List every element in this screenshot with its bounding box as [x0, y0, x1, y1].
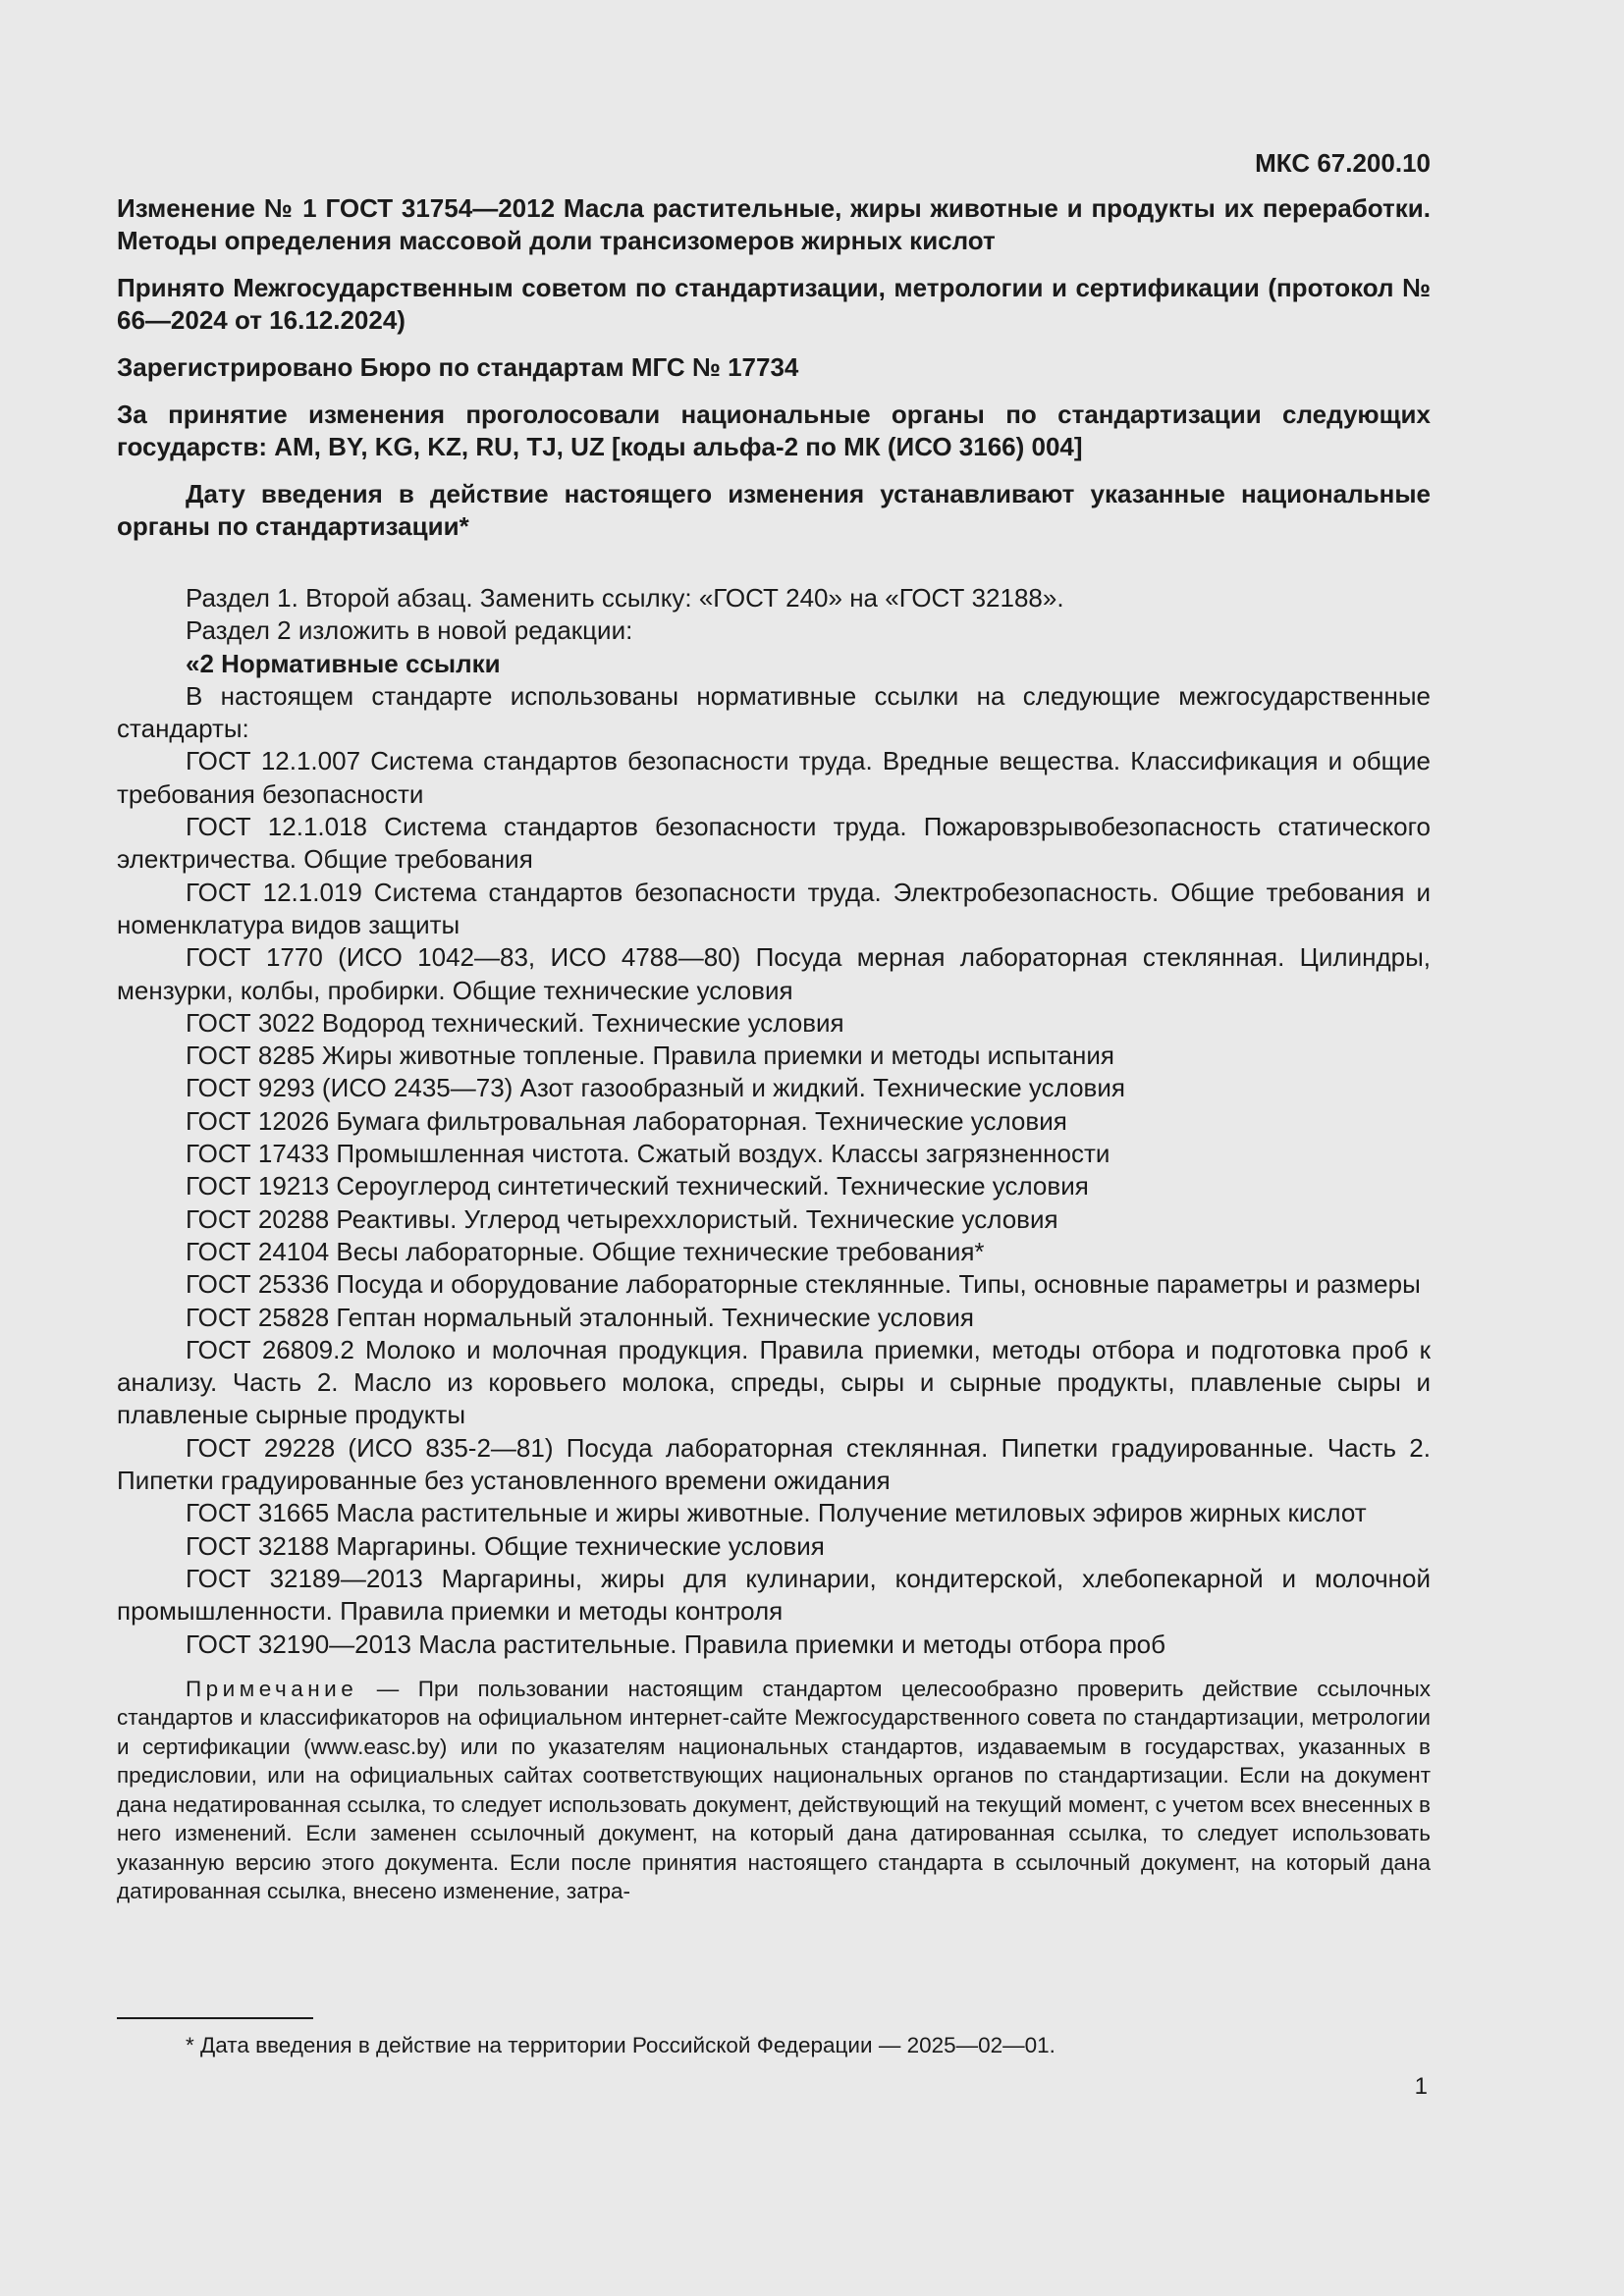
- effective-date-statement: Дату введения в действие настоящего изменения устанавливают указанные национальные органы по стандартизации*: [117, 479, 1431, 541]
- reference-item: ГОСТ 1770 (ИСО 1042—83, ИСО 4788—80) Посуда мерная лабораторная стеклянная. Цилиндры, мензурки, колбы, пробирки. Общие технические условия: [117, 942, 1431, 1005]
- note-paragraph: [117, 1675, 1431, 1906]
- reference-item: ГОСТ 12.1.019 Система стандартов безопасности труда. Электробезопасность. Общие требования и номенклатура видов защиты: [117, 877, 1431, 939]
- footnote: * Дата введения в действие на территории Российской Федерации — 2025—02—01.: [186, 2033, 1056, 2057]
- page-content: [117, 145, 1431, 1928]
- reference-item: ГОСТ 19213 Сероуглерод синтетический технический. Технические условия: [186, 1171, 1089, 1201]
- footnote-rule: [117, 2017, 313, 2019]
- reference-item: ГОСТ 20288 Реактивы. Углерод четыреххлористый. Технические условия: [186, 1203, 1058, 1234]
- mks-code: МКС 67.200.10: [1255, 148, 1431, 178]
- reference-item: ГОСТ 8285 Жиры животные топленые. Правила приемки и методы испытания: [186, 1041, 1114, 1071]
- section2-heading: «2 Нормативные ссылки: [186, 648, 501, 678]
- reference-item: ГОСТ 32190—2013 Масла растительные. Правила приемки и методы отбора проб: [186, 1629, 1166, 1659]
- accepted-statement: Принято Межгосударственным советом по стандартизации, метрологии и сертификации (протокол № 66—2024 от 16.12.2024): [117, 273, 1431, 335]
- amendment-body: [117, 582, 1431, 1906]
- voting-statement: За принятие изменения проголосовали национальные органы по стандартизации следующих государств: AM, BY, KG, KZ, RU, TJ, UZ [коды альфа-2 по МК (ИСО 3166) 004]: [117, 400, 1431, 461]
- reference-item: ГОСТ 12026 Бумага фильтровальная лабораторная. Технические условия: [186, 1105, 1067, 1136]
- reference-item: ГОСТ 25336 Посуда и оборудование лабораторные стеклянные. Типы, основные параметры и размеры: [186, 1269, 1421, 1300]
- section2-intro: Раздел 2 изложить в новой редакции:: [186, 615, 633, 646]
- reference-item: ГОСТ 26809.2 Молоко и молочная продукция. Правила приемки, методы отбора и подготовка проб к анализу. Часть 2. Масло из коровьего молока, спреды, сыры и сырные продукты, плавленые сыры и плавленые сырные продукты: [117, 1334, 1431, 1430]
- reference-list: [117, 745, 1431, 1660]
- reference-item: ГОСТ 3022 Водород технический. Технические условия: [186, 1007, 844, 1038]
- reference-item: ГОСТ 32189—2013 Маргарины, жиры для кулинарии, кондитерской, хлебопекарной и молочной промышленности. Правила приемки и методы контроля: [117, 1563, 1431, 1627]
- section1-change: Раздел 1. Второй абзац. Заменить ссылку: «ГОСТ 240» на «ГОСТ 32188».: [186, 583, 1064, 613]
- reference-item: ГОСТ 24104 Весы лабораторные. Общие технические требования*: [186, 1236, 985, 1266]
- reference-item: ГОСТ 25828 Гептан нормальный эталонный. Технические условия: [186, 1302, 974, 1332]
- reference-item: ГОСТ 12.1.018 Система стандартов безопасности труда. Пожаровзрывобезопасность статического электричества. Общие требования: [117, 812, 1431, 875]
- reference-item: ГОСТ 9293 (ИСО 2435—73) Азот газообразный и жидкий. Технические условия: [186, 1073, 1125, 1103]
- reference-item: ГОСТ 31665 Масла растительные и жиры животные. Получение метиловых эфиров жирных кислот: [186, 1498, 1367, 1528]
- reference-item: ГОСТ 29228 (ИСО 835-2—81) Посуда лабораторная стеклянная. Пипетки градуированные. Часть 2. Пипетки градуированные без установленного времени ожидания: [117, 1432, 1431, 1496]
- note-label: Примечание: [186, 1676, 358, 1701]
- section2-lead: В настоящем стандарте использованы нормативные ссылки на следующие межгосударственные стандарты:: [117, 680, 1431, 744]
- page-number: 1: [1414, 2073, 1428, 2100]
- reference-item: ГОСТ 17433 Промышленная чистота. Сжатый воздух. Классы загрязненности: [186, 1139, 1110, 1169]
- registration-statement: Зарегистрировано Бюро по стандартам МГС № 17734: [117, 352, 799, 382]
- reference-item: ГОСТ 32188 Маргарины. Общие технические условия: [186, 1530, 825, 1561]
- amendment-title: Изменение № 1 ГОСТ 31754—2012 Масла растительные, жиры животные и продукты их переработки. Методы определения массовой доли трансизомеров жирных кислот: [117, 193, 1431, 255]
- note-text: — При пользовании настоящим стандартом целесообразно проверить действие ссылочных стандартов и классификаторов на официальном интернет-сайте Межгосударственного совета по стандартизации, метрологии и сертификации (www.easc.by) или по указателям национальных стандартов, издаваемым в государствах, указанных в предисловии, или на официальных сайтах соответствующих национальных органов по стандартизации. Если на документ дана недатированная ссылка, то следует использовать документ, действующий на текущий момент, с учетом всех внесенных в него изменений. Если заменен ссылочный документ, на который дана датированная ссылка, то следует использовать указанную версию этого документа. Если после принятия настоящего стандарта в ссылочный документ, на который дана датированная ссылка, внесено изменение, затра-: [117, 1676, 1431, 1904]
- reference-item: ГОСТ 12.1.007 Система стандартов безопасности труда. Вредные вещества. Классификация и общие требования безопасности: [117, 746, 1431, 809]
